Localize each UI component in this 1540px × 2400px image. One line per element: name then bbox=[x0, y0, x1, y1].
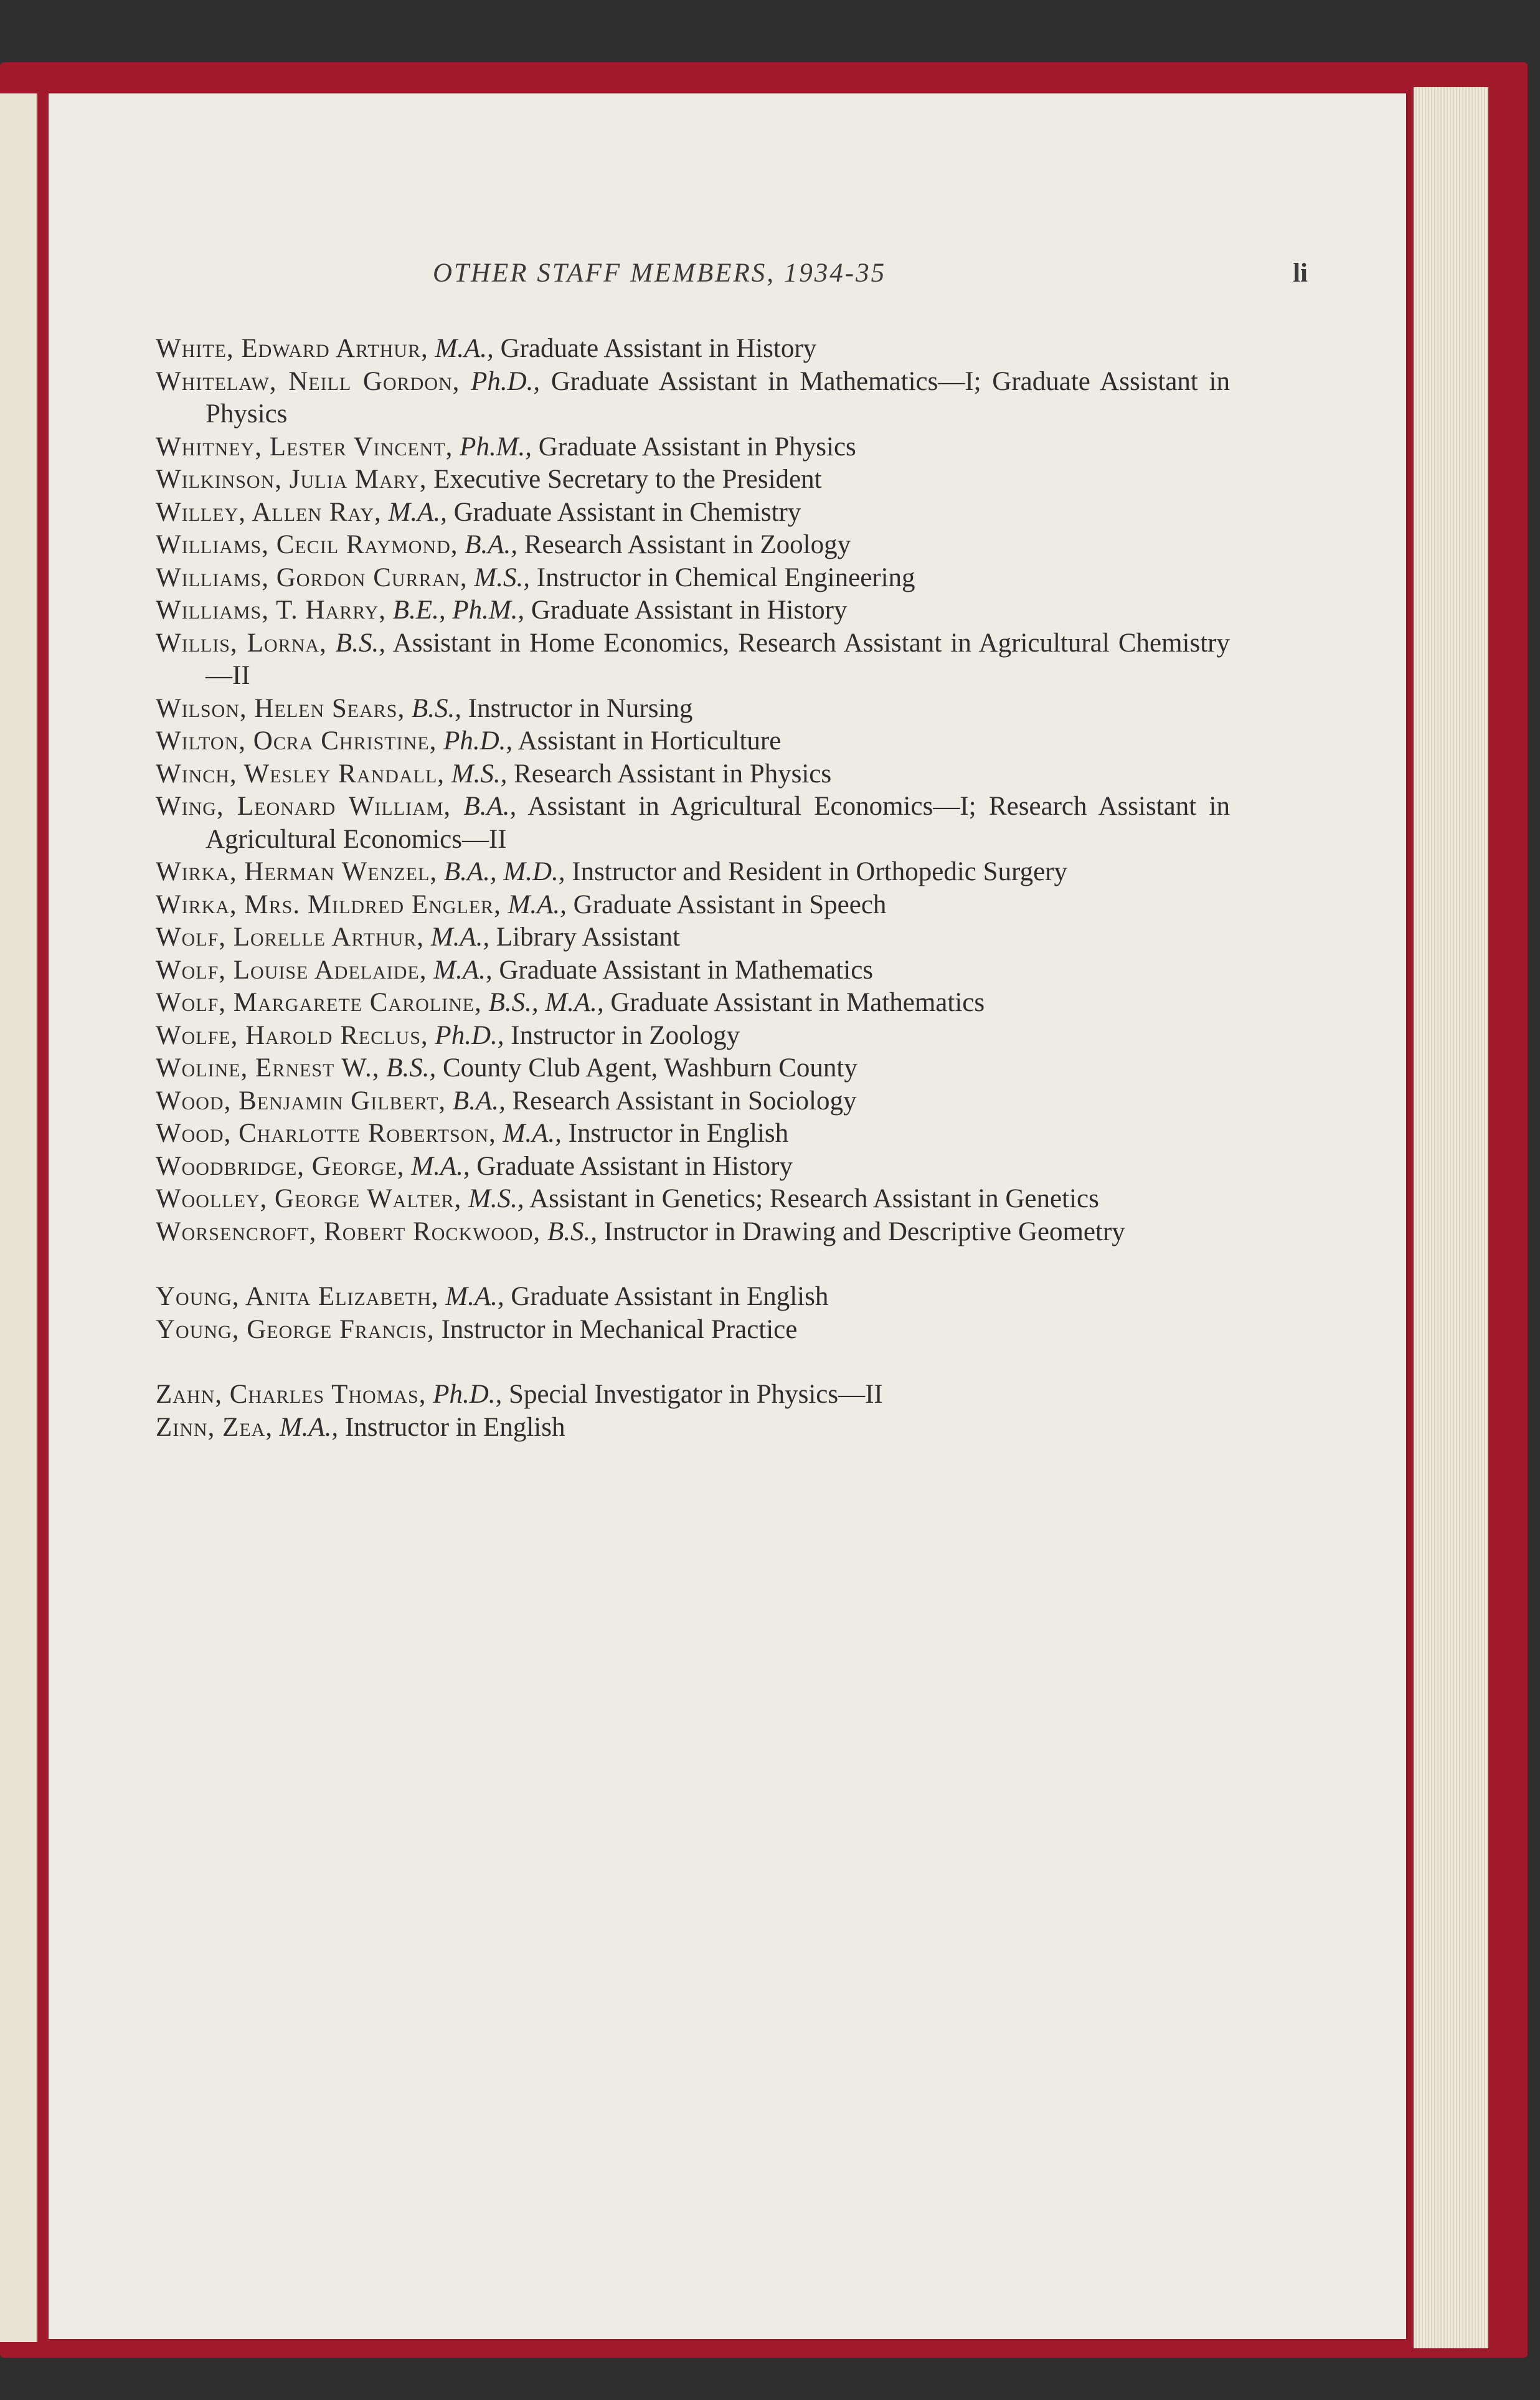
staff-degree: B.S., M.A., bbox=[488, 988, 604, 1017]
staff-position: Instructor in English bbox=[344, 1412, 565, 1442]
staff-name: Wilkinson, Julia Mary, bbox=[156, 465, 427, 494]
staff-name: Wing, Leonard William, bbox=[156, 792, 451, 821]
staff-entry bbox=[156, 856, 1230, 889]
staff-name: Zinn, Zea, bbox=[156, 1412, 273, 1442]
staff-entry bbox=[156, 1378, 1230, 1411]
staff-list bbox=[156, 333, 1230, 1444]
staff-name: Wood, Charlotte Robertson, bbox=[156, 1119, 496, 1148]
staff-degree: B.S., bbox=[335, 628, 385, 658]
staff-position: Library Assistant bbox=[496, 923, 680, 952]
staff-name: Wolf, Margarete Caroline, bbox=[156, 988, 482, 1017]
staff-degree: M.A., bbox=[435, 334, 494, 363]
staff-entry bbox=[156, 1085, 1230, 1118]
staff-degree: M.A., bbox=[279, 1412, 339, 1442]
staff-degree: M.A., bbox=[508, 889, 567, 919]
staff-position: Graduate Assistant in English bbox=[511, 1282, 829, 1311]
staff-degree: Ph.M., bbox=[460, 432, 532, 462]
running-title: OTHER STAFF MEMBERS, 1934-35 bbox=[433, 258, 887, 288]
staff-entry bbox=[156, 333, 1230, 366]
staff-name: Williams, Cecil Raymond, bbox=[156, 530, 458, 559]
staff-entry bbox=[156, 725, 1230, 758]
staff-degree: Ph.D., bbox=[433, 1380, 503, 1409]
staff-position: Research Assistant in Sociology bbox=[512, 1086, 857, 1116]
staff-name: White, Edward Arthur, bbox=[156, 334, 428, 363]
staff-name: Wilson, Helen Sears, bbox=[156, 693, 405, 723]
staff-name: Zahn, Charles Thomas, bbox=[156, 1380, 427, 1409]
staff-degree: M.A., bbox=[411, 1151, 470, 1181]
staff-degree: Ph.D., bbox=[471, 366, 541, 396]
staff-name: Williams, T. Harry, bbox=[156, 595, 387, 625]
staff-degree: B.S., bbox=[547, 1217, 597, 1246]
staff-entry bbox=[156, 693, 1230, 726]
staff-position: Instructor in Drawing and Descriptive Geometry bbox=[603, 1217, 1125, 1246]
staff-entry bbox=[156, 1052, 1230, 1085]
staff-position: Special Investigator in Physics—II bbox=[509, 1380, 883, 1409]
staff-name: Wolf, Louise Adelaide, bbox=[156, 955, 427, 985]
staff-degree: M.S., bbox=[474, 562, 530, 592]
staff-position: Assistant in Genetics; Research Assistant in Genetics bbox=[529, 1184, 1099, 1213]
staff-entry bbox=[156, 562, 1230, 595]
staff-name: Young, George Francis, bbox=[156, 1314, 435, 1344]
staff-degree: M.A., bbox=[388, 497, 447, 527]
staff-entry bbox=[156, 627, 1230, 693]
staff-entry bbox=[156, 954, 1230, 987]
staff-name: Wirka, Herman Wenzel, bbox=[156, 857, 438, 886]
page-block-edges bbox=[1414, 87, 1488, 2348]
staff-degree: B.S., bbox=[386, 1053, 437, 1083]
staff-name: Whitelaw, Neill Gordon, bbox=[156, 366, 460, 396]
staff-entry bbox=[156, 1314, 1230, 1347]
staff-degree: B.A., bbox=[465, 530, 518, 559]
staff-position: Instructor in Chemical Engineering bbox=[536, 562, 915, 592]
staff-entry bbox=[156, 1117, 1230, 1150]
staff-entry bbox=[156, 496, 1230, 529]
staff-position: Assistant in Home Economics, Research Assistant in Agricultural Chemistry—II bbox=[205, 628, 1231, 690]
staff-name: Williams, Gordon Curran, bbox=[156, 562, 468, 592]
staff-entry bbox=[156, 1150, 1230, 1183]
staff-position: Graduate Assistant in Physics bbox=[538, 432, 856, 462]
staff-position: Graduate Assistant in Mathematics bbox=[610, 988, 985, 1017]
staff-position: Graduate Assistant in History bbox=[476, 1151, 793, 1181]
staff-entry bbox=[156, 987, 1230, 1020]
facing-page-edge bbox=[0, 93, 37, 2342]
staff-entry bbox=[156, 463, 1230, 496]
staff-name: Woolley, George Walter, bbox=[156, 1184, 462, 1213]
staff-name: Whitney, Lester Vincent, bbox=[156, 432, 453, 462]
staff-entry bbox=[156, 758, 1230, 791]
staff-name: Willey, Allen Ray, bbox=[156, 497, 382, 527]
staff-entry bbox=[156, 1020, 1230, 1053]
staff-entry bbox=[156, 889, 1230, 922]
staff-position: Instructor in English bbox=[568, 1119, 789, 1148]
staff-entry bbox=[156, 529, 1230, 562]
staff-position: Graduate Assistant in Mathematics—I; Graduate Assistant in Physics bbox=[205, 366, 1230, 429]
staff-position: Graduate Assistant in History bbox=[531, 595, 848, 625]
staff-name: Woodbridge, George, bbox=[156, 1151, 405, 1181]
staff-entry bbox=[156, 921, 1230, 954]
staff-position: Research Assistant in Physics bbox=[514, 759, 832, 789]
staff-name: Young, Anita Elizabeth, bbox=[156, 1282, 439, 1311]
staff-degree: M.A., bbox=[503, 1119, 562, 1148]
staff-entry bbox=[156, 1216, 1230, 1249]
staff-name: Wirka, Mrs. Mildred Engler, bbox=[156, 889, 501, 919]
staff-name: Wolf, Lorelle Arthur, bbox=[156, 923, 425, 952]
staff-position: County Club Agent, Washburn County bbox=[442, 1053, 857, 1083]
page-number: li bbox=[1293, 258, 1308, 288]
staff-position: Instructor in Mechanical Practice bbox=[441, 1314, 798, 1344]
staff-position: Graduate Assistant in Chemistry bbox=[453, 497, 801, 527]
staff-name: Worsencroft, Robert Rockwood, bbox=[156, 1217, 541, 1246]
staff-entry bbox=[156, 1183, 1230, 1216]
running-head bbox=[156, 258, 1308, 295]
staff-degree: M.A., bbox=[445, 1282, 504, 1311]
staff-name: Winch, Wesley Randall, bbox=[156, 759, 445, 789]
staff-position: Executive Secretary to the President bbox=[433, 465, 822, 494]
staff-degree: Ph.D., bbox=[443, 726, 513, 756]
staff-entry bbox=[156, 790, 1230, 856]
staff-name: Willis, Lorna, bbox=[156, 628, 327, 658]
staff-entry bbox=[156, 431, 1230, 464]
staff-name: Wolfe, Harold Reclus, bbox=[156, 1020, 428, 1050]
staff-degree: M.A., bbox=[433, 955, 493, 985]
staff-degree: B.A., bbox=[463, 792, 517, 821]
staff-degree: M.S., bbox=[468, 1184, 524, 1213]
staff-position: Assistant in Agricultural Economics—I; Research Assistant in Agricultural Economics—II bbox=[205, 792, 1230, 854]
staff-degree: Ph.D., bbox=[435, 1020, 504, 1050]
staff-position: Graduate Assistant in Speech bbox=[573, 889, 887, 919]
staff-entry bbox=[156, 1281, 1230, 1314]
staff-position: Graduate Assistant in History bbox=[500, 334, 817, 363]
staff-position: Graduate Assistant in Mathematics bbox=[499, 955, 874, 985]
staff-degree: B.S., bbox=[411, 693, 461, 723]
staff-degree: B.A., bbox=[452, 1086, 506, 1116]
staff-position: Research Assistant in Zoology bbox=[524, 530, 851, 559]
staff-position: Instructor and Resident in Orthopedic Surgery bbox=[572, 857, 1067, 886]
staff-position: Assistant in Horticulture bbox=[517, 726, 782, 756]
staff-entry bbox=[156, 1411, 1230, 1444]
staff-degree: M.S., bbox=[451, 759, 508, 789]
staff-position: Instructor in Nursing bbox=[468, 693, 693, 723]
staff-position: Instructor in Zoology bbox=[511, 1020, 740, 1050]
staff-name: Woline, Ernest W., bbox=[156, 1053, 380, 1083]
staff-degree: B.A., M.D., bbox=[443, 857, 565, 886]
staff-name: Wilton, Ocra Christine, bbox=[156, 726, 437, 756]
staff-degree: M.A., bbox=[430, 923, 490, 952]
staff-entry bbox=[156, 366, 1230, 431]
staff-name: Wood, Benjamin Gilbert, bbox=[156, 1086, 446, 1116]
staff-entry bbox=[156, 594, 1230, 627]
staff-degree: B.E., Ph.M., bbox=[392, 595, 525, 625]
